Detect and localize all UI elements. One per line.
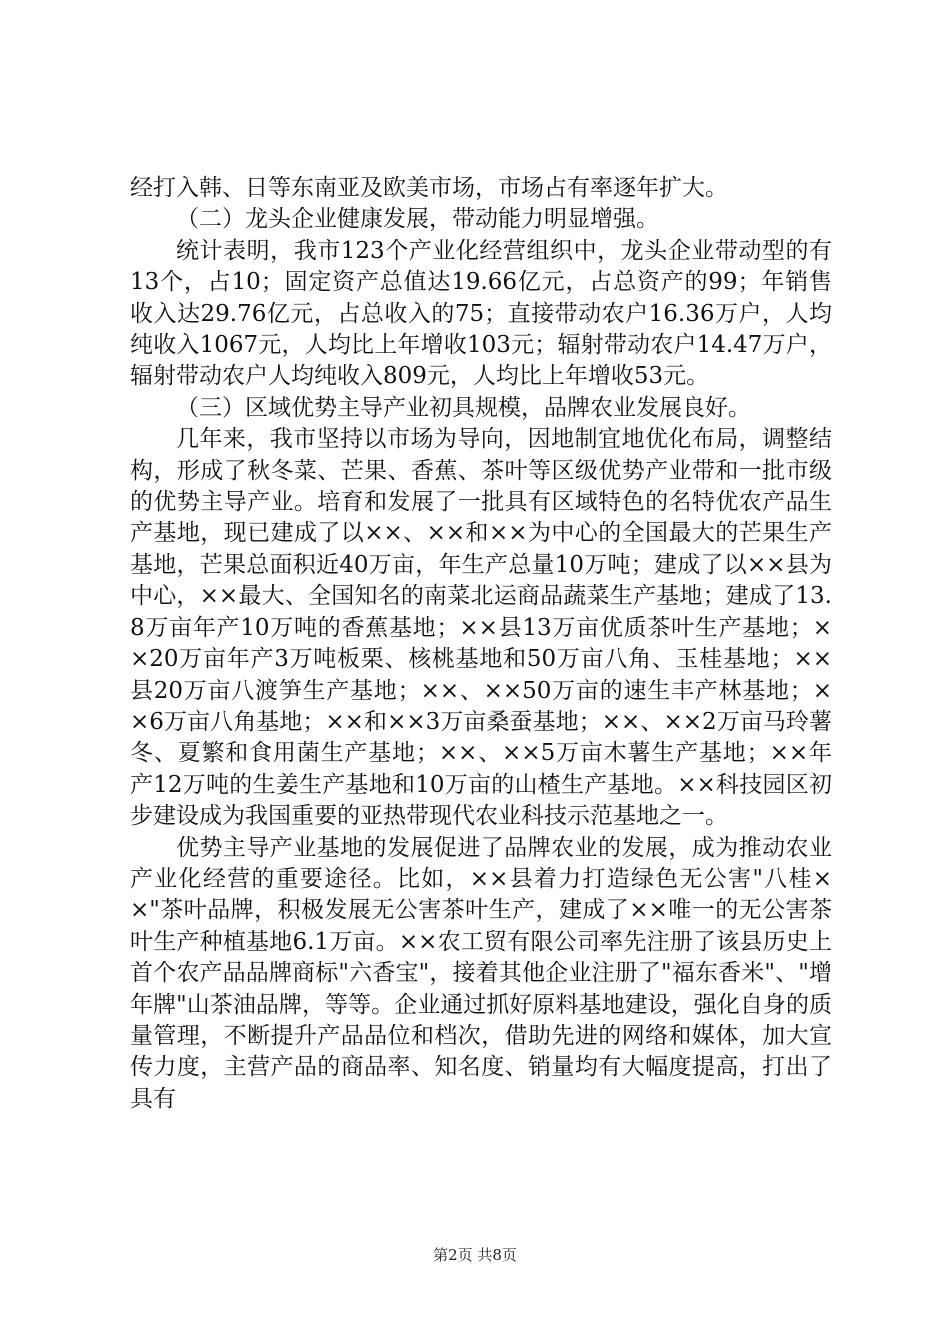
paragraph: 统计表明，我市123个产业化经营组织中，龙头企业带动型的有13个，占10；固定资产总值达19.66亿元，占总资产的99；年销售收入达29.76亿元，占总收入的75；直接带动农户16.36万户，人均纯收入1067元，人均比上年增收103元；辐射带动农户14.47万户，辐射带动农户人均纯收入809元，人均比上年增收53元。 [130,237,832,390]
page-footer: 第2页 共8页 [433,1246,517,1264]
paragraph: 经打入韩、日等东南亚及欧美市场，市场占有率逐年扩大。 [130,175,728,201]
section-heading: （二）龙头企业健康发展，带动能力明显增强。 [176,206,659,233]
paragraph: 优势主导产业基地的发展促进了品牌农业的发展，成为推动农业产业化经营的重要途径。比如，××县着力打造绿色无公害"八桂××"茶叶品牌，积极发展无公害茶叶生产，建成了××唯一的无公害茶叶生产种植基地6.1万亩。××农工贸有限公司率先注册了该县历史上首个农产品品牌商标"六香宝"，接着其他企业注册了"福东香米"、"增年牌"山茶油品牌，等等。企业通过抓好原料基地建设，强化自身的质量管理，不断提升产品品位和档次，借助先进的网络和媒体，加大宣传力度，主营产品的商品率、知名度、销量均有大幅度提高，打出了具有 [130,834,832,1112]
paragraph: 几年来，我市坚持以市场为导向，因地制宜地优化布局，调整结构，形成了秋冬菜、芒果、香蕉、茶叶等区级优势产业带和一批市级的优势主导产业。培育和发展了一批具有区域特色的名特优农产品生产基地，现已建成了以××、××和××为中心的全国最大的芒果生产基地，芒果总面积近40万亩，年生产总量10万吨；建成了以××县为中心，××最大、全国知名的南菜北运商品蔬菜生产基地；建成了13.8万亩年产10万吨的香蕉基地；××县13万亩优质茶叶生产基地；××20万亩年产3万吨板栗、核桃基地和50万亩八角、玉桂基地；××县20万亩八渡笋生产基地；××、××50万亩的速生丰产林基地；××6万亩八角基地；××和××3万亩桑蚕基地；××、××2万亩马玲薯冬、夏繁和食用菌生产基地；××、××5万亩木薯生产基地；××年产12万吨的生姜生产基地和10万亩的山楂生产基地。××科技园区初步建设成为我国重要的亚热带现代农业科技示范基地之一。 [130,426,832,830]
section-heading: （三）区域优势主导产业初具规模，品牌农业发展良好。 [176,394,751,421]
document-body [130,173,832,1115]
